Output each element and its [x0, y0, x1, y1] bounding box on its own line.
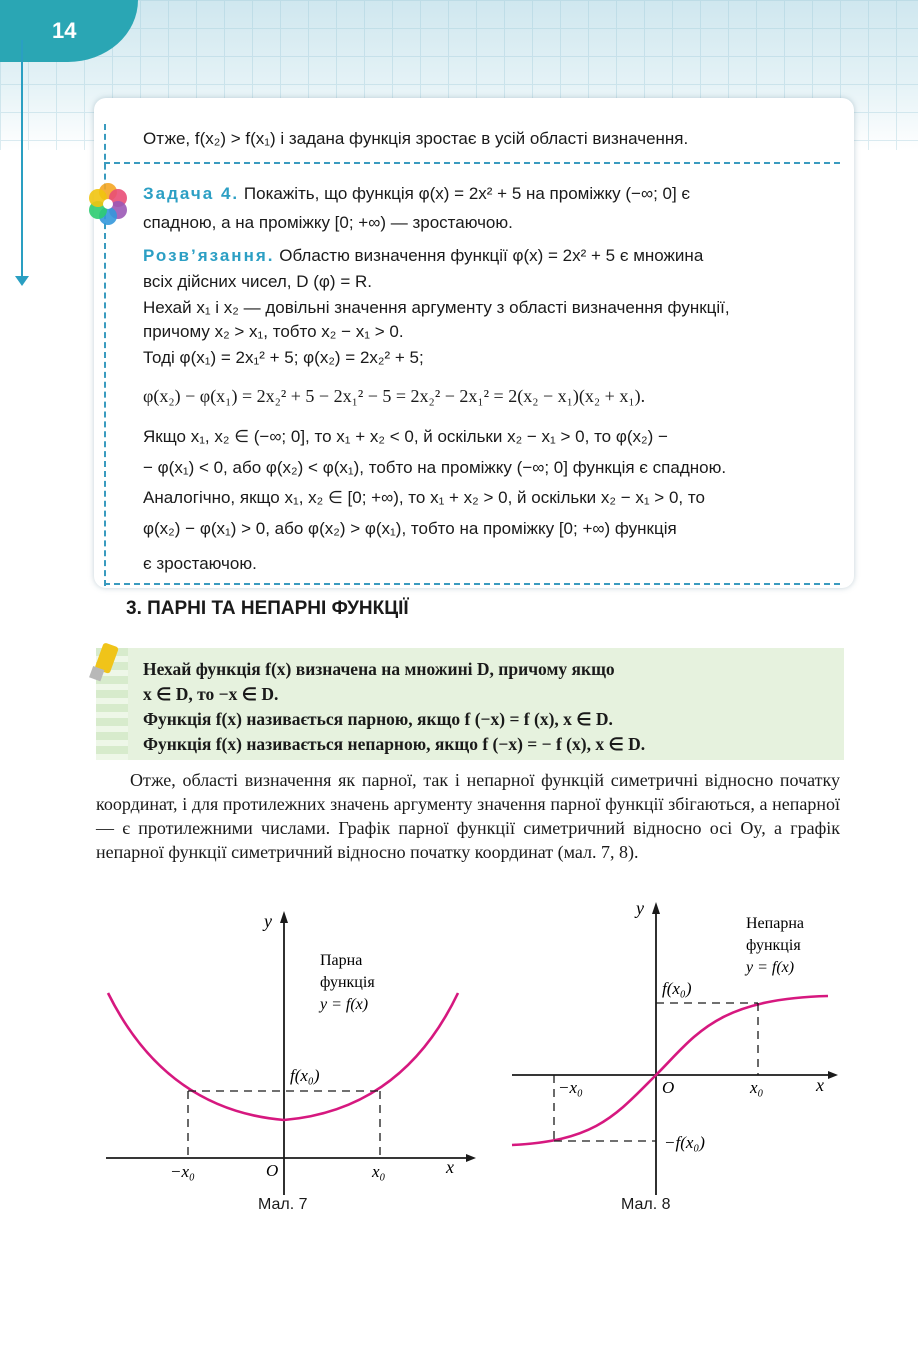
- solution-text-5: Тоді φ(x₁) = 2x₁² + 5; φ(x₂) = 2x₂² + 5;: [143, 348, 424, 367]
- figure-7-even-function: [96, 905, 476, 1195]
- fig7-y-label: y: [264, 911, 272, 931]
- color-wheel-icon: [84, 180, 132, 228]
- solution-equation: φ(x₂) − φ(x₁) = 2x₂² + 5 − 2x₁² − 5 = 2x₂² − 2x₁² = 2(x₂ − x₁)(x₂ + x₁).: [143, 386, 646, 406]
- solution-text-7: Якщо x₁, x₂ ∈ (−∞; 0], то x₁ + x₂ < 0, й оскільки x₂ − x₁ > 0, то φ(x₂) −: [143, 427, 668, 446]
- fig7-neg-x0-label: −x₀: [170, 1162, 195, 1181]
- fig8-odd-curve: [512, 996, 828, 1145]
- fig8-title-line-2: функція: [746, 937, 801, 954]
- definition-line-1: Нехай функція f(x) визначена на множині D, причому якщо: [143, 659, 615, 679]
- margin-arrow-down-icon: [15, 276, 29, 286]
- task-statement-2: спадною, а на проміжку [0; +∞) — зростаючою.: [143, 213, 513, 232]
- definition-odd: Функція f(x) називається непарною, якщо f (−x) = − f (x), x ∈ D.: [143, 734, 646, 754]
- fig7-x-label: x: [446, 1157, 454, 1177]
- card-dashed-bottom: [104, 583, 840, 585]
- section-title: 3. ПАРНІ ТА НЕПАРНІ ФУНКЦІЇ: [126, 598, 409, 619]
- usb-flash-drive-icon: [86, 640, 126, 690]
- fig7-y-arrow-icon: [280, 911, 288, 923]
- fig8-title-line-3: y = f(x): [746, 959, 795, 976]
- task-label: Задача 4.: [143, 184, 240, 203]
- solution-text-8: − φ(x₁) < 0, або φ(x₂) < φ(x₁), тобто на проміжку (−∞; 0] функція є спадною.: [143, 458, 727, 477]
- definition-line-2: x ∈ D, то −x ∈ D.: [143, 684, 279, 704]
- solution-line-1: [143, 244, 703, 268]
- solution-text-11: є зростаючою.: [143, 554, 257, 573]
- fig8-neg-x0-label: −x₀: [558, 1078, 583, 1097]
- fig8-title-line-1: Непарна: [746, 915, 804, 932]
- fig8-neg-fx0-label: −f(x₀): [664, 1133, 705, 1152]
- explanation-paragraph: Отже, області визначення як парної, так і непарної функцій симетричні відносно початку координат, і для протилежних значень аргументу значення парної функції збігаються, а непарної — є протилежними числами. Графік парної функції симетричний відносно осі Oy, а графік непарної функції симетричний відносно початку координат (мал. 7, 8).: [96, 770, 840, 862]
- fig8-x-arrow-icon: [828, 1071, 838, 1079]
- card-dashed-divider: [104, 162, 840, 164]
- figure-7-caption: Мал. 7: [258, 1196, 308, 1213]
- fig8-fx0-label: f(x₀): [662, 979, 692, 998]
- fig7-title-line-1: Парна: [320, 952, 363, 969]
- fig7-origin-label: O: [266, 1161, 279, 1180]
- solution-text-3: Нехай x₁ і x₂ — довільні значення аргументу з області визначення функції,: [143, 298, 730, 317]
- task-statement-1: Покажіть, що функція φ(x) = 2x² + 5 на проміжку (−∞; 0] є: [243, 184, 691, 203]
- fig7-pos-x0-label: x₀: [372, 1162, 386, 1181]
- solution-label: Розв’язання.: [143, 246, 275, 265]
- fig7-parabola-curve: [108, 993, 458, 1120]
- fig8-y-arrow-icon: [652, 902, 660, 914]
- figure-8-caption: Мал. 8: [621, 1196, 671, 1213]
- figure-8-odd-function: [506, 895, 846, 1195]
- conclusion-line: Отже, f(x₂) > f(x₁) і задана функція зростає в усій області визначення.: [143, 129, 689, 148]
- fig7-fx0-label: f(x₀): [290, 1066, 320, 1085]
- solution-text-9: Аналогічно, якщо x₁, x₂ ∈ [0; +∞), то x₁ + x₂ > 0, й оскільки x₂ − x₁ > 0, то: [143, 488, 705, 507]
- solution-text-2: всіх дійсних чисел, D (φ) = R.: [143, 272, 372, 291]
- fig8-y-label: y: [636, 898, 644, 918]
- definition-even: Функція f(x) називається парною, якщо f (−x) = f (x), x ∈ D.: [143, 709, 613, 729]
- fig8-origin-label: O: [662, 1078, 675, 1097]
- page-number: 14: [52, 18, 77, 43]
- solution-text-4: причому x₂ > x₁, тобто x₂ − x₁ > 0.: [143, 322, 404, 341]
- fig7-title-line-3: y = f(x): [320, 996, 369, 1013]
- fig7-x-arrow-icon: [466, 1154, 476, 1162]
- margin-arrow-line: [21, 40, 23, 280]
- solution-text-10: φ(x₂) − φ(x₁) > 0, або φ(x₂) > φ(x₁), тобто на проміжку [0; +∞) функція: [143, 519, 677, 538]
- fig8-x-label: x: [816, 1075, 824, 1095]
- solution-text-1: Областю визначення функції φ(x) = 2x² + 5 є множина: [279, 246, 704, 265]
- fig7-title-line-2: функція: [320, 974, 375, 991]
- task-line-1: [143, 182, 690, 206]
- fig8-pos-x0-label: x₀: [750, 1078, 764, 1097]
